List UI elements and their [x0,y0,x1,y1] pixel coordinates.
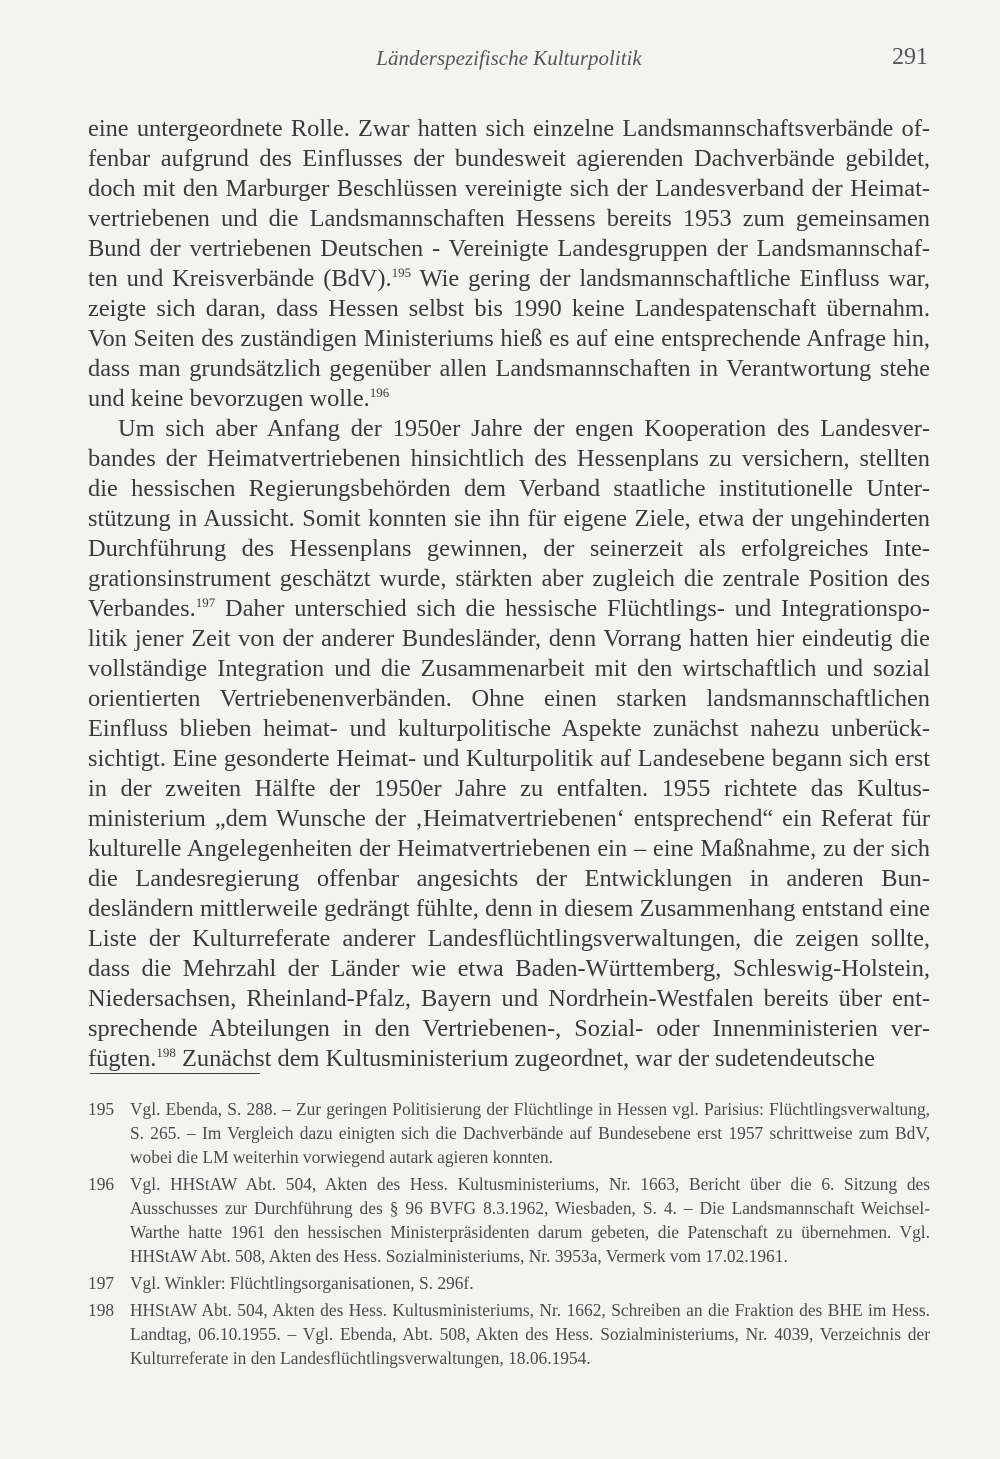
paragraph-2-text-b: Daher unterschied sich die hessische Flüchtlings- und Integrationspolitik jener Zeit von der anderer Bundesländer, denn Vorrang hatten hier eindeutig die vollständige Integration und die Zusammenarbeit mit den wirtschaftlich und sozial orientierten Vertriebenenverbänden. Ohne einen starken landsmannschaftlichen Einfluss blieben heimat- und kulturpolitische Aspekte zunächst nahezu unberücksichtigt. Eine gesonderte Heimat- und Kulturpolitik auf Landesebene begann sich erst in der zweiten Hälfte der 1950er Jahre zu entfalten. 1955 richtete das Kultusministerium „dem Wunsche der ‚Heimatvertriebenen‘ entsprechend“ ein Referat für kulturelle Angelegenheiten der Heimatvertriebenen ein – eine Maßnahme, zu der sich die Landesregierung offenbar angesichts der Entwicklungen in anderen Bundesländern mittlerweile gedrängt fühlte, denn in diesem Zusammenhang entstand eine Liste der Kulturreferate anderer Landesflüchtlingsverwaltungen, die zeigen sollte, dass die Mehrzahl der Länder wie etwa Baden-Württemberg, Schleswig-Holstein, Niedersachsen, Rheinland-Pfalz, Bayern und Nordrhein-Westfalen bereits über entsprechende Abteilungen in den Vertriebenen-, Sozial- oder Innenministerien verfügten. [88,595,930,1072]
footnote-ref-196: 196 [369,385,390,400]
paragraph-1 [88,114,930,414]
footnote-text: Vgl. Ebenda, S. 288. – Zur geringen Politisierung der Flüchtlinge in Hessen vgl. Parisius: Flüchtlingsverwaltung, S. 265. – Im Vergleich dazu einigten sich die Dachverbände auf Bundesebene erst 1957 schrittweise zum BdV, wobei die LM weiterhin vorwiegend autark agieren konnten. [130,1099,930,1167]
footnote-number: 196 [88,1174,115,1194]
footnote-198 [88,1298,930,1370]
footnote-number: 198 [88,1300,115,1320]
footnote-number: 197 [88,1273,115,1293]
footnote-text: HHStAW Abt. 504, Akten des Hess. Kultusministeriums, Nr. 1662, Schreiben an die Fraktion des BHE im Hess. Landtag, 06.10.1955. – Vgl. Ebenda, Abt. 508, Akten des Hess. Sozialministeriums, Nr. 4039, Verzeichnis der Kulturreferate in den Landesflüchtlingsverwaltungen, 18.06.1954. [130,1300,930,1368]
paragraph-2 [88,414,930,1074]
footnote-text: Vgl. HHStAW Abt. 504, Akten des Hess. Kultusministeriums, Nr. 1663, Bericht über die 6. Sitzung des Ausschusses zur Durchführung des § 96 BVFG 8.3.1962, Wiesbaden, S. 4. – Die Landsmannschaft Weichsel-Warthe hatte 1961 den hessischen Ministerpräsidenten darum gebeten, die Patenschaft zu übernehmen. Vgl. HHStAW Abt. 508, Akten des Hess. Sozialministeriums, Nr. 3953a, Vermerk vom 17.02.1961. [130,1174,930,1266]
footnote-ref-198: 198 [156,1045,176,1060]
footnote-195 [88,1097,930,1169]
running-header [88,46,930,80]
footnote-197 [88,1271,930,1295]
page-number: 291 [892,44,928,70]
footnote-text: Vgl. Winkler: Flüchtlingsorganisationen, S. 296f. [130,1273,474,1293]
footnote-separator [90,1073,260,1074]
paragraph-1-text-a: eine untergeordnete Rolle. Zwar hatten sich einzelne Landsmannschaftsverbände offenbar aufgrund des Einflusses der bundesweit agierenden Dachverbände gebildet, doch mit den Marburger Beschlüssen vereinigte sich der Landesverband der Heimatvertriebenen und die Landsmannschaften Hessens bereits 1953 zum gemeinsamen Bund der vertriebenen Deutschen - Vereinigte Landesgruppen der Landsmannschaften und Kreisverbände (BdV). [88,115,930,292]
footnote-number: 195 [88,1099,115,1119]
footnote-ref-197: 197 [195,595,216,610]
paragraph-1-text-b: Wie gering der landsmannschaftliche Einfluss war, zeigte sich daran, dass Hessen selbst bis 1990 keine Landespatenschaft übernahm. Von Seiten des zuständigen Ministeriums hieß es auf eine entsprechende Anfrage hin, dass man grundsätzlich gegenüber allen Landsmannschaften in Verantwortung stehe und keine bevorzugen wolle. [88,265,931,412]
paragraph-2-text-a: Um sich aber Anfang der 1950er Jahre der engen Kooperation des Landesverbandes der Heimatvertriebenen hinsichtlich des Hessenplans zu versichern, stellten die hessischen Regierungsbehörden dem Verband staatliche institutionelle Unterstützung in Aussicht. Somit konnten sie ihn für eigene Ziele, etwa der ungehinderten Durchführung des Hessenplans gewinnen, der seinerzeit als erfolgreiches Integrationsinstrument geschätzt wurde, stärkten aber zugleich die zentrale Position des Verbandes. [88,415,930,622]
paragraph-2-text-c: Zunächst dem Kultusministerium zugeordnet, war der sudetendeutsche [175,1045,875,1072]
running-title: Länderspezifische Kulturpolitik [376,46,642,70]
footnotes [88,1097,930,1373]
main-text [88,114,930,1074]
footnote-196 [88,1172,930,1268]
footnote-ref-195: 195 [391,265,412,280]
